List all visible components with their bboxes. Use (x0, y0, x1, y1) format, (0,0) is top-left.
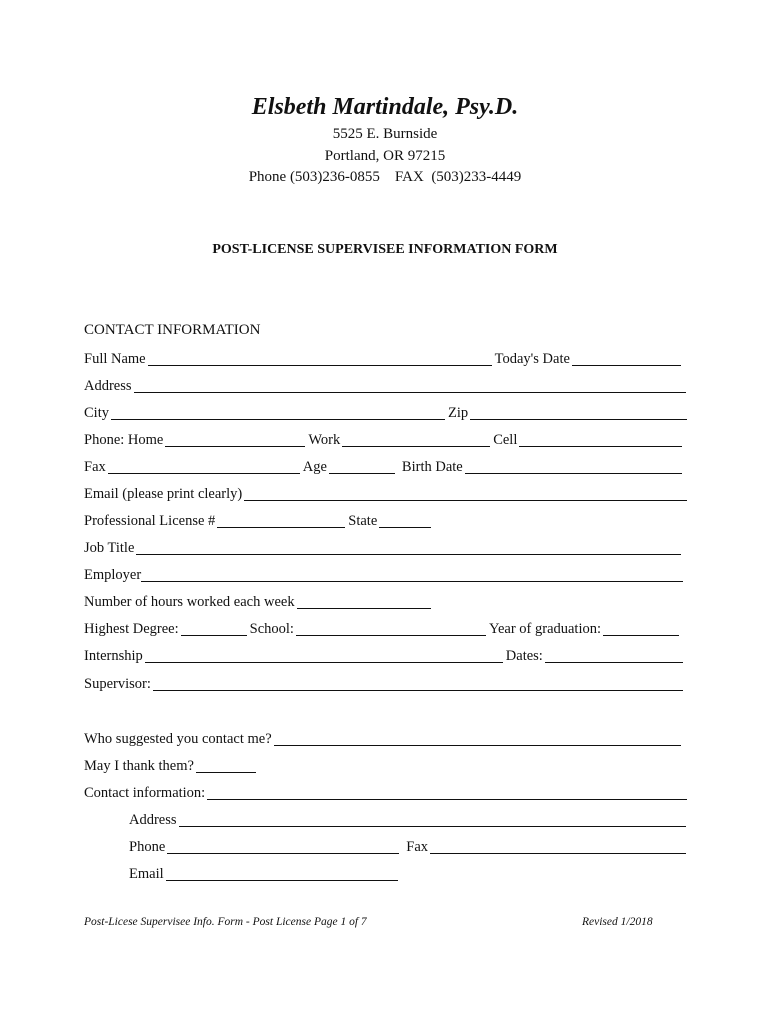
year-graduation-field[interactable] (603, 623, 679, 636)
row-fax (84, 458, 685, 476)
phone-home-label: Phone: Home (84, 432, 164, 448)
hours-field[interactable] (297, 596, 431, 609)
row-hours (84, 593, 434, 611)
age-field[interactable] (329, 461, 395, 474)
who-suggested-label: Who suggested you contact me? (84, 731, 272, 747)
row-job-title (84, 539, 684, 557)
supervisor-label: Supervisor: (84, 676, 151, 692)
work-phone-field[interactable] (342, 434, 490, 447)
row-employer (84, 566, 686, 584)
row-internship (84, 647, 686, 665)
city-label: City (84, 405, 109, 421)
section-title: CONTACT INFORMATION (84, 322, 261, 338)
phone-fax-line: Phone (503)236-0855 FAX (503)233-4449 (248, 169, 522, 185)
internship-field[interactable] (145, 650, 503, 663)
row-city (84, 404, 690, 422)
state-field[interactable] (379, 515, 431, 528)
zip-label: Zip (447, 405, 469, 421)
footer-page-info: Post-Licese Supervisee Info. Form - Post License Page 1 of 7 (84, 916, 367, 928)
internship-label: Internship (84, 648, 143, 664)
row-full-name (84, 350, 684, 368)
email-label: Email (please print clearly) (84, 486, 243, 502)
license-field[interactable] (217, 515, 345, 528)
dates-label: Dates: (505, 648, 543, 664)
row-address (84, 377, 689, 395)
email-field[interactable] (244, 488, 687, 501)
row-phone (84, 431, 685, 449)
work-label: Work (308, 432, 341, 448)
footer-revised: Revised 1/2018 (582, 916, 653, 928)
ref-address-field[interactable] (179, 814, 686, 827)
job-title-field[interactable] (136, 542, 681, 555)
ref-email-field[interactable] (166, 868, 398, 881)
row-supervisor (84, 675, 686, 693)
row-email (84, 485, 690, 503)
address-field[interactable] (134, 380, 686, 393)
phone-home-field[interactable] (165, 434, 305, 447)
ref-fax-field[interactable] (430, 841, 686, 854)
may-thank-field[interactable] (196, 760, 256, 773)
zip-field[interactable] (470, 407, 687, 420)
row-ref-address (129, 811, 689, 829)
year-graduation-label: Year of graduation: (488, 621, 602, 637)
row-ref-email (129, 865, 401, 883)
age-label: Age (302, 459, 327, 475)
todays-date-field[interactable] (572, 353, 681, 366)
ref-phone-label: Phone (129, 839, 166, 855)
supervisor-field[interactable] (153, 678, 683, 691)
ref-email-label: Email (129, 866, 164, 882)
row-ref-phone (129, 838, 689, 856)
fax-label: Fax (84, 459, 106, 475)
hours-label: Number of hours worked each week (84, 594, 295, 610)
school-label: School: (249, 621, 294, 637)
may-thank-label: May I thank them? (84, 758, 194, 774)
city-field[interactable] (111, 407, 445, 420)
row-may-thank (84, 757, 259, 775)
employer-field[interactable] (141, 569, 683, 582)
who-suggested-field[interactable] (274, 733, 681, 746)
ref-phone-field[interactable] (167, 841, 399, 854)
cell-label: Cell (493, 432, 518, 448)
row-education (84, 620, 682, 638)
row-contact-info (84, 784, 690, 802)
full-name-field[interactable] (148, 353, 492, 366)
contact-info-label: Contact information: (84, 785, 206, 801)
birth-date-label: Birth Date (401, 459, 463, 475)
fax-field[interactable] (108, 461, 300, 474)
contact-info-field[interactable] (207, 787, 687, 800)
address-line-1: 5525 E. Burnside (332, 126, 438, 142)
employer-label: Employer (84, 567, 142, 583)
address-line-2: Portland, OR 97215 (324, 148, 446, 164)
birth-date-field[interactable] (465, 461, 682, 474)
form-title: POST-LICENSE SUPERVISEE INFORMATION FORM (212, 242, 558, 257)
ref-address-label: Address (129, 812, 177, 828)
todays-date-label: Today's Date (494, 351, 570, 367)
highest-degree-label: Highest Degree: (84, 621, 179, 637)
full-name-label: Full Name (84, 351, 146, 367)
dates-field[interactable] (545, 650, 683, 663)
license-label: Professional License # (84, 513, 216, 529)
ref-fax-label: Fax (406, 839, 428, 855)
row-who-suggested (84, 730, 684, 748)
practitioner-name: Elsbeth Martindale, Psy.D. (251, 94, 519, 120)
school-field[interactable] (296, 623, 486, 636)
row-license (84, 512, 434, 530)
cell-phone-field[interactable] (519, 434, 682, 447)
address-label: Address (84, 378, 132, 394)
highest-degree-field[interactable] (181, 623, 247, 636)
state-label: State (348, 513, 378, 529)
job-title-label: Job Title (84, 540, 135, 556)
